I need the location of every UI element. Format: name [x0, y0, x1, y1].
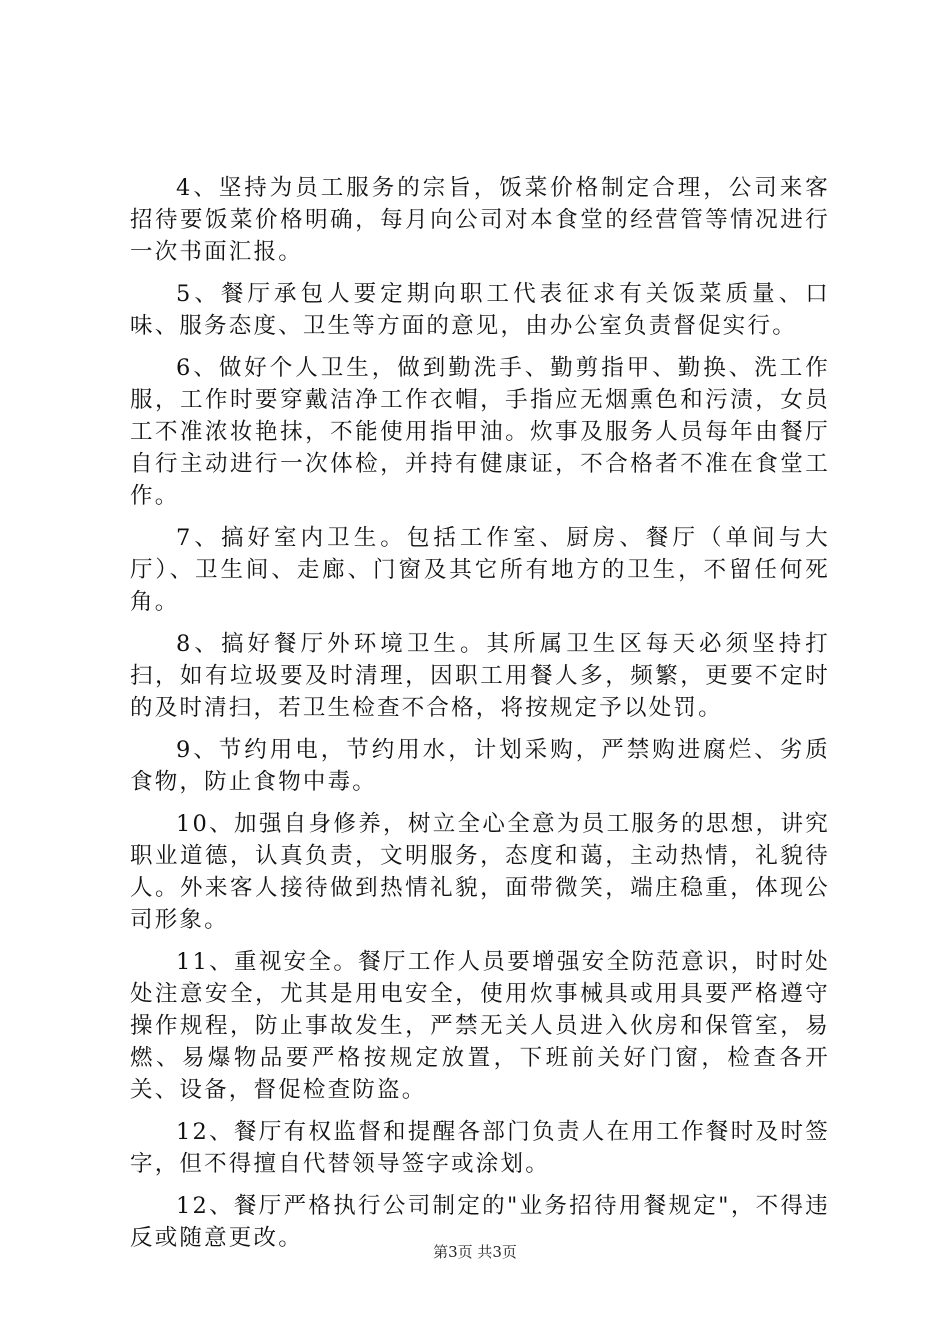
- paragraph-item-12b: 12、餐厅严格执行公司制定的"业务招待用餐规定"，不得违反或随意更改。: [130, 1193, 830, 1251]
- paragraph-item-6: 6、做好个人卫生，做到勤洗手、勤剪指甲、勤换、洗工作服，工作时要穿戴洁净工作衣帽，手指应无烟熏色和污渍，女员工不准浓妆艳抹，不能使用指甲油。炊事及服务人员每年由餐厅自行主动进行一次体检，并持有健康证，不合格者不准在食堂工作。: [130, 355, 830, 509]
- paragraph-item-7: 7、搞好室内卫生。包括工作室、厨房、餐厅（单间与大厅）、卫生间、走廊、门窗及其它所有地方的卫生，不留任何死角。: [130, 525, 830, 615]
- paragraph-item-8: 8、搞好餐厅外环境卫生。其所属卫生区每天必须坚持打扫，如有垃圾要及时清理，因职工用餐人多，频繁，更要不定时的及时清扫，若卫生检查不合格，将按规定予以处罚。: [130, 631, 830, 721]
- paragraph-item-10: 10、加强自身修养，树立全心全意为员工服务的思想，讲究职业道德，认真负责，文明服务，态度和蔼，主动热情，礼貌待人。外来客人接待做到热情礼貌，面带微笑，端庄稳重，体现公司形象。: [130, 811, 830, 933]
- paragraph-item-5: 5、餐厅承包人要定期向职工代表征求有关饭菜质量、口味、服务态度、卫生等方面的意见，由办公室负责督促实行。: [130, 281, 830, 339]
- paragraph-item-4: 4、坚持为员工服务的宗旨，饭菜价格制定合理，公司来客招待要饭菜价格明确，每月向公司对本食堂的经营管等情况进行一次书面汇报。: [130, 175, 830, 265]
- paragraph-item-11: 11、重视安全。餐厅工作人员要增强安全防范意识，时时处处注意安全，尤其是用电安全，使用炊事械具或用具要严格遵守操作规程，防止事故发生，严禁无关人员进入伙房和保管室，易燃、易爆物品要严格按规定放置，下班前关好门窗，检查各开关、设备，督促检查防盗。: [130, 949, 830, 1103]
- paragraph-item-12a: 12、餐厅有权监督和提醒各部门负责人在用工作餐时及时签字，但不得擅自代替领导签字或涂划。: [130, 1119, 830, 1177]
- page-number-footer: 第3页 共3页: [433, 1243, 517, 1261]
- document-body: [130, 172, 830, 1264]
- paragraph-item-9: 9、节约用电，节约用水，计划采购，严禁购进腐烂、劣质食物，防止食物中毒。: [130, 737, 830, 795]
